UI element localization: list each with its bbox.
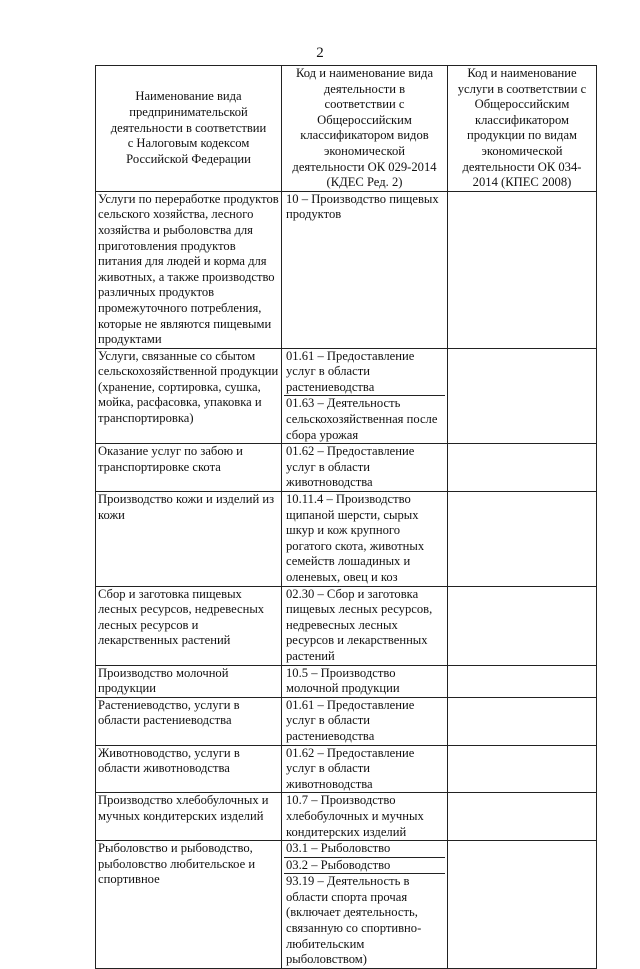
okved-code-entry: 10.5 – Производство молочной продукции: [286, 665, 400, 696]
okved-code-cell: [282, 841, 448, 969]
okved-code-entry: 03.2 – Рыбоводство: [284, 858, 445, 875]
okpd-code-cell: [448, 841, 597, 969]
okved-code-cell: [282, 444, 448, 492]
table-row: [96, 841, 597, 969]
okpd-code-cell: [448, 665, 597, 697]
activity-cell: Производство хлебобулочных и мучных кондитерских изделий: [96, 793, 282, 841]
okved-code-cell: [282, 191, 448, 348]
okved-code-cell: [282, 793, 448, 841]
table-row: [96, 793, 597, 841]
okpd-code-cell: [448, 586, 597, 665]
okved-code-entry: 93.19 – Деятельность в области спорта прочая (включает деятельность, связанную со спортивно-любительским рыболовством): [286, 874, 422, 967]
activity-cell: Рыболовство и рыбоводство, рыболовство любительское и спортивное: [96, 841, 282, 969]
activity-cell: Производство кожи и изделий из кожи: [96, 492, 282, 587]
table-row: [96, 348, 597, 444]
header-activity-name: Наименование вида предпринимательской деятельности в соответствии с Налоговым кодексом Российской Федерации: [96, 66, 282, 192]
okpd-code-cell: [448, 191, 597, 348]
table-row: [96, 191, 597, 348]
okved-code-cell: [282, 745, 448, 793]
table-row: [96, 586, 597, 665]
activity-cell: Животноводство, услуги в области животноводства: [96, 745, 282, 793]
page-number: 2: [316, 45, 324, 61]
okved-code-cell: [282, 665, 448, 697]
table-row: [96, 444, 597, 492]
okved-code-entry: 03.1 – Рыболовство: [284, 841, 445, 858]
okved-code-entry: 02.30 – Сбор и заготовка пищевых лесных ресурсов, недревесных лесных ресурсов и лекарственных растений: [286, 586, 433, 663]
okpd-code-cell: [448, 492, 597, 587]
header-okpd-code: Код и наименование услуги в соответствии с Общероссийским классификатором продукции по видам экономической деятельности ОК 034-2014 (КПЕС 2008): [448, 66, 597, 192]
table-row: [96, 745, 597, 793]
okved-code-entry: 10.7 – Производство хлебобулочных и мучных кондитерских изделий: [286, 793, 424, 839]
okved-code-cell: [282, 492, 448, 587]
okpd-code-cell: [448, 793, 597, 841]
activity-cell: Оказание услуг по забою и транспортировке скота: [96, 444, 282, 492]
okved-code-cell: [282, 697, 448, 745]
okpd-code-cell: [448, 444, 597, 492]
table-row: [96, 492, 597, 587]
okpd-code-cell: [448, 697, 597, 745]
table-row: [96, 697, 597, 745]
okved-code-entry: 01.61 – Предоставление услуг в области растениеводства: [286, 697, 415, 743]
table-row: [96, 665, 597, 697]
classification-table: [95, 65, 597, 969]
okpd-code-cell: [448, 348, 597, 444]
activity-cell: Услуги по переработке продуктов сельского хозяйства, лесного хозяйства и рыболовства для приготовления продуктов питания для людей и корма для животных, а также производство различных продуктов промежуточного потребления, которые не являются пищевыми продуктами: [96, 191, 282, 348]
activity-cell: Услуги, связанные со сбытом сельскохозяйственной продукции (хранение, сортировка, сушка, мойка, расфасовка, упаковка и транспортировка): [96, 348, 282, 444]
activity-cell: Сбор и заготовка пищевых лесных ресурсов, недревесных лесных ресурсов и лекарственных растений: [96, 586, 282, 665]
okved-code-entry: 10.11.4 – Производство щипаной шерсти, сырых шкур и кож крупного рогатого скота, животных семейств лошадиных и оленевых, овец и коз: [286, 492, 425, 584]
okved-code-cell: [282, 586, 448, 665]
table-header-row: [96, 66, 597, 192]
okved-code-entry: 01.62 – Предоставление услуг в области животноводства: [286, 444, 415, 490]
okved-code-entry: 10 – Производство пищевых продуктов: [286, 191, 439, 222]
activity-cell: Производство молочной продукции: [96, 665, 282, 697]
okpd-code-cell: [448, 745, 597, 793]
table-body: [96, 191, 597, 968]
header-okved-code: Код и наименование вида деятельности в соответствии с Общероссийским классификатором видов экономической деятельности ОК 029-2014 (КДЕС Ред. 2): [282, 66, 448, 192]
okved-code-cell: [282, 348, 448, 444]
okved-code-entry: 01.62 – Предоставление услуг в области животноводства: [286, 745, 415, 791]
activity-cell: Растениеводство, услуги в области растениеводства: [96, 697, 282, 745]
okved-code-entry: 01.63 – Деятельность сельскохозяйственная после сбора урожая: [286, 396, 438, 442]
okved-code-entry: 01.61 – Предоставление услуг в области растениеводства: [284, 349, 445, 397]
